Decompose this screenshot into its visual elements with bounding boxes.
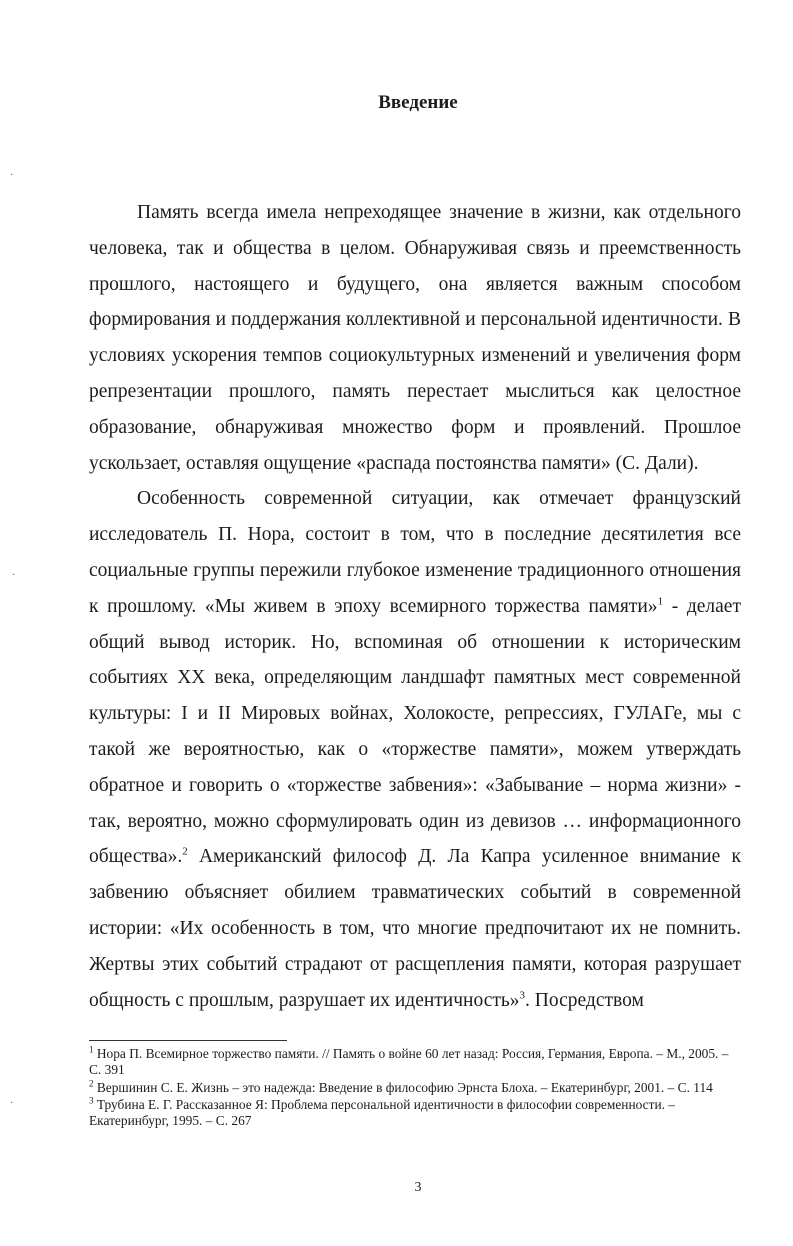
- paragraph-2-part-4: . Посредством: [525, 989, 644, 1011]
- footnote-text: Нора П. Всемирное торжество памяти. // Память о войне 60 лет назад: Россия, Германия, Европа. – М., 2005. – С. 391: [89, 1046, 729, 1078]
- scan-speck: ·: [12, 570, 16, 581]
- footnote-ref-3[interactable]: 3: [519, 989, 526, 1002]
- footnote-ref-1[interactable]: 1: [657, 595, 664, 608]
- footnote-number: 1: [89, 1044, 94, 1055]
- footnote-text: Вершинин С. Е. Жизнь – это надежда: Введение в философию Эрнста Блоха. – Екатеринбург, 2001. – С. 114: [93, 1079, 713, 1095]
- paragraph-1: Память всегда имела непреходящее значение в жизни, как отдельного человека, так и общества в целом. Обнаруживая связь и преемственность прошлого, настоящего и будущего, она является важным способом формирования и поддержания коллективной и персональной идентичности. В условиях ускорения темпов социокультурных изменений и увеличения форм репрезентации прошлого, память перестает мыслиться как целостное образование, обнаруживая множество форм и проявлений. Прошлое ускользает, оставляя ощущение «распада постоянства памяти» (С. Дали).: [89, 202, 741, 474]
- paragraph-2-part-2: - делает общий вывод историк. Но, вспоминая об отношении к историческим событиях XX века, определяющим ландшафт памятных мест современной культуры: I и II Мировых войнах, Холокосте, репрессиях, ГУЛАГе, мы с такой же вероятностью, как о «торжестве памяти», можем утверждать обратное и говорить о «торжестве забвения»: «Забывание – норма жизни» - так, вероятно, можно сформулировать один из девизов … информационного общества».: [89, 595, 741, 868]
- page-number: 3: [414, 1180, 422, 1195]
- paragraph-2: [89, 481, 741, 1018]
- footnote-number: 3: [89, 1095, 94, 1106]
- footnote-1: [89, 1046, 729, 1079]
- scan-speck: ·: [10, 170, 14, 181]
- footnote-text: Трубина Е. Г. Рассказанное Я: Проблема персональной идентичности в философии современности. – Екатеринбург, 1995. – С. 267: [89, 1096, 675, 1129]
- footnote-3: [89, 1097, 729, 1130]
- paragraph-2-part-1: Особенность современной ситуации, как отмечает французский исследователь П. Нора, состоит в том, что в последние десятилетия все социальные группы пережили глубокое изменение традиционного отношения к прошлому. «Мы живем в эпоху всемирного торжества памяти»: [89, 488, 741, 617]
- footnote-ref-2[interactable]: 2: [182, 845, 188, 858]
- footnotes: [89, 1046, 729, 1130]
- scan-speck: ·: [10, 1098, 14, 1109]
- footnote-number: 2: [89, 1078, 94, 1089]
- paragraph-2-part-3: Американский философ Д. Ла Капра усиленное внимание к забвению объясняет обилием травматических событий в современной истории: «Их особенность в том, что многие предпочитают их не помнить. Жертвы этих событий страдают от расщепления памяти, которая разрушает общность с прошлым, разрушает их идентичность»: [89, 846, 741, 1011]
- footnote-separator: [89, 1040, 287, 1041]
- body-text: [89, 195, 741, 1018]
- page-title: Введение: [378, 92, 458, 113]
- footnote-2: [89, 1080, 729, 1096]
